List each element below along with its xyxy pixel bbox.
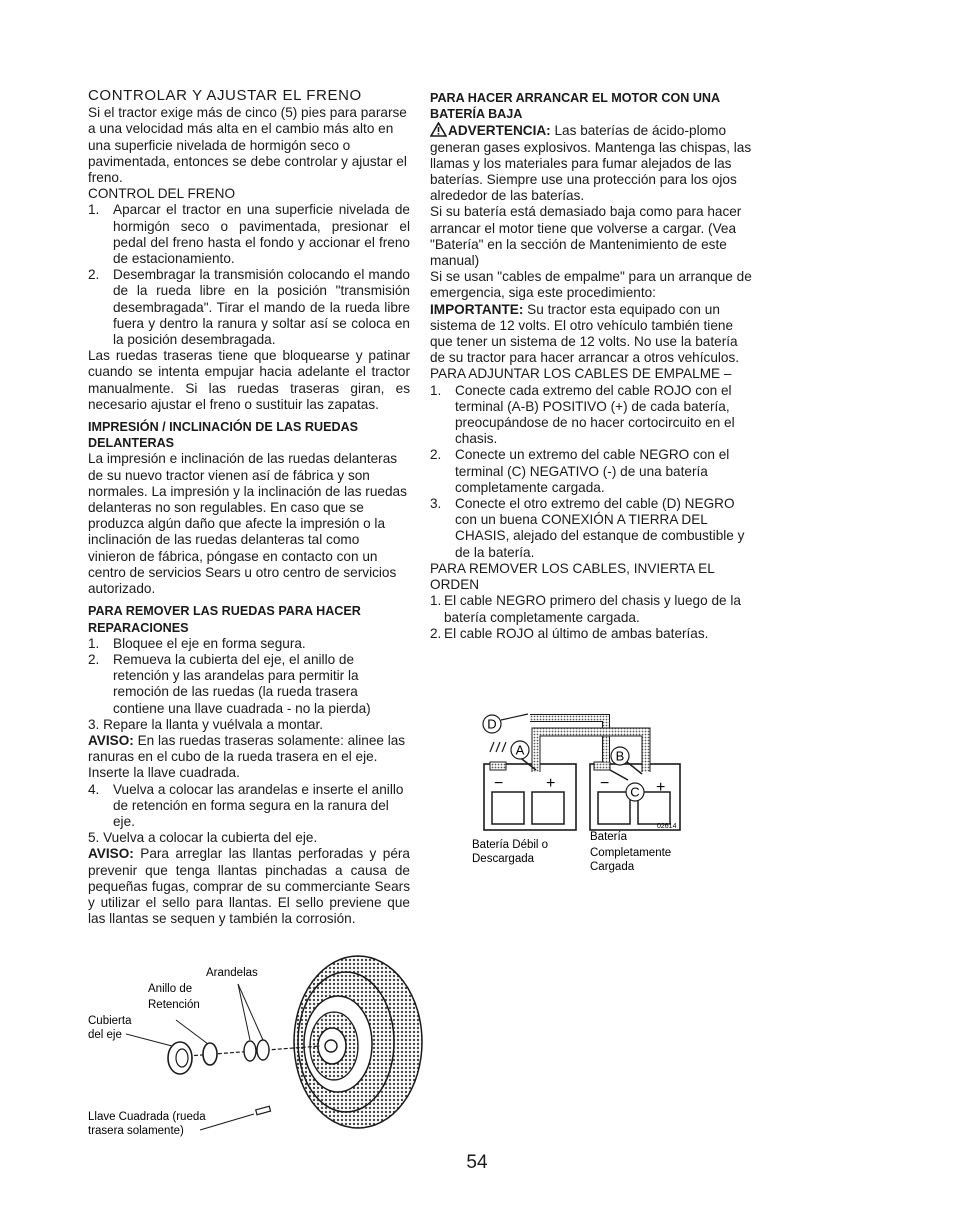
- weak-battery-minus: −: [494, 775, 504, 792]
- leader-washers: [238, 984, 263, 1040]
- callout-c-label: C: [630, 784, 640, 800]
- ground-symbol-icon: [490, 742, 506, 752]
- aviso-2: AVISO: Para arreglar las llantas perforadas y péra prevenir que tenga llantas pinchadas a causa de pequeñas fugas, comprar de su commerciante Sears y utilizar el sello para llantas. El sello previene que las llantas se sequen y también la corrosión.: [88, 846, 410, 927]
- callout-d-label: D: [487, 716, 497, 732]
- list-item: 2. Conecte un extremo del cable NEGRO con el terminal (C) NEGATIVO (-) de una batería completamente cargada.: [430, 447, 730, 495]
- wheel-step-5: 5. Vuelva a colocar la cubierta del eje.: [88, 830, 318, 846]
- charged-battery-plus: +: [656, 779, 666, 796]
- right-column: [430, 88, 752, 642]
- list-item: 1. Bloquee el eje en forma segura.: [88, 635, 306, 651]
- leader-cover: [126, 1034, 172, 1046]
- jump-section-title: PARA HACER ARRANCAR EL MOTOR CON UNA BATERÍA BAJA: [430, 91, 720, 122]
- leader-key: [200, 1114, 254, 1130]
- weak-battery: [484, 764, 576, 830]
- weak-battery-plus: +: [546, 775, 556, 792]
- square-key: [256, 1106, 271, 1114]
- attach-title: PARA ADJUNTAR LOS CABLES DE EMPALME –: [430, 366, 732, 382]
- list-item: 4. Vuelva a colocar las arandelas e inserte el anillo de retención en forma segura en la ranura del eje.: [88, 781, 404, 829]
- toe-text: La impresión e inclinación de las ruedas delanteras de su nuevo tractor vienen así de fábrica y son normales. La impresión y la inclinación de las ruedas delanteras no son regulables. En caso que se produzca algún daño que afecte la impresión o la inclinación de las ruedas delanteras tal como vinieron de fábrica, póngase en contacto con un centro de servicios Sears u otro centro de servicios autorizado.: [88, 451, 407, 597]
- black-cable-fill: [530, 718, 606, 762]
- charged-battery-minus: −: [600, 775, 610, 792]
- black-cable: [530, 718, 606, 762]
- brake-intro: Si el tractor exige más de cinco (5) pies para pararse a una velocidad más alta en el cambio más alto en una superficie nivelada de hormigón seco o pavimentada, entonces se debe controlar y ajustar el freno.: [88, 105, 407, 186]
- retaining-ring: [203, 1043, 217, 1065]
- callout-d-arrow: [501, 714, 528, 720]
- weak-battery-terminal: [490, 762, 506, 770]
- list-item: 1. Aparcar el tractor en una superficie nivelada de hormigón seco o pavimentada, presionar el pedal del freno hasta el fondo y accionar el freno de estacionamiento.: [88, 202, 410, 267]
- cables-intro: Si se usan "cables de empalme" para un arranque de emergencia, siga este procedimiento:: [430, 269, 752, 301]
- brake-outro: Las ruedas traseras tiene que bloquearse y patinar cuando se intenta empujar hacia adelante el tractor manualmente. Si las ruedas traseras giran, es necesario ajustar el freno o sustituir las zapatas.: [88, 348, 410, 412]
- label-retaining-ring: Anillo de Retención: [148, 983, 200, 1011]
- callout-b-label: B: [615, 748, 625, 764]
- callout-a-label: A: [515, 742, 525, 758]
- wheel-diagram: [88, 950, 428, 1140]
- label-axle-cover: Cubierta del eje: [88, 1015, 132, 1041]
- list-item: 2. Desembragar la transmisión colocando el mando de la rueda libre en la posición "transmisión desembragada". Tirar el mando de la rueda libre fuera y dentro la ranura y soltar así se coloca en la posición desembragada.: [88, 267, 410, 348]
- figure-code: 02614: [657, 823, 677, 830]
- list-item: 1. Conecte cada extremo del cable ROJO con el terminal (A-B) POSITIVO (+) de cada batería, preocupándose de no hacer cortocircuito en el chasis.: [430, 382, 735, 447]
- remove-title: PARA REMOVER LOS CABLES, INVIERTA EL ORDEN: [430, 560, 715, 593]
- brake-section-title: CONTROLAR Y AJUSTAR EL FRENO: [88, 87, 362, 104]
- washer: [257, 1040, 269, 1060]
- hub-center: [325, 1040, 337, 1052]
- warning-paragraph: ADVERTENCIA: Las baterías de ácido-plomo generan gases explosivos. Mantenga las chispas, las llamas y los materiales para fumar alejados de las baterías. Siempre use una protección para los ojos alrededor de las baterías.: [430, 123, 752, 204]
- list-item: 2. El cable ROJO al último de ambas baterías.: [430, 625, 709, 641]
- label-square-key: Llave Cuadrada (rueda trasera solamente): [88, 1111, 206, 1137]
- page-number: 54: [466, 1152, 488, 1173]
- list-item: 1. El cable NEGRO primero del chasis y luego de la batería completamente cargada.: [430, 593, 741, 625]
- leader-ring: [176, 1020, 208, 1044]
- important-paragraph: IMPORTANTE: Su tractor esta equipado con un sistema de 12 volts. El otro vehículo también tiene que tener un sistema de 12 volts. No use la batería de su tractor para hacer arrancar a otros vehículos.: [430, 301, 740, 366]
- toe-section-title: IMPRESIÓN / INCLINACIÓN DE LAS RUEDAS DELANTERAS: [88, 420, 359, 451]
- left-column: [88, 88, 410, 927]
- leader-washers: [238, 984, 250, 1040]
- charged-battery-terminal: [594, 762, 610, 770]
- aviso-1: AVISO: En las ruedas traseras solamente: alinee las ranuras en el cubo de la rueda trasera en el eje. Inserte la llave cuadrada.: [88, 732, 406, 781]
- list-item: 2. Remueva la cubierta del eje, el anillo de retención y las arandelas para permitir la remoción de las ruedas (la rueda trasera contiene una llave cuadrada - no la pierda): [88, 651, 371, 716]
- warning-icon: [430, 122, 447, 137]
- low-battery-text: Si su batería está demasiado baja como para hacer arrancar el motor tiene que volverse a cargar. (Vea "Batería" en la sección de Mantenimiento de este manual): [430, 204, 742, 269]
- label-washers: Arandelas: [206, 967, 258, 979]
- wheel-step-3: 3. Repare la llanta y vuélvala a montar.: [88, 716, 324, 732]
- list-item: 3. Conecte el otro extremo del cable (D) NEGRO con un buena CONEXIÓN A TIERRA DEL CHASIS, alejado del estanque de combustible y de la batería.: [430, 496, 745, 560]
- wheels-section-title: PARA REMOVER LAS RUEDAS PARA HACER REPARACIONES: [88, 604, 361, 635]
- brake-subtitle: CONTROL DEL FRENO: [88, 186, 236, 202]
- washer: [244, 1041, 256, 1061]
- battery-diagram: [470, 712, 710, 882]
- charged-battery-caption: Batería Completamente Cargada: [590, 831, 672, 873]
- weak-battery-caption: Batería Débil o Descargada: [472, 839, 549, 865]
